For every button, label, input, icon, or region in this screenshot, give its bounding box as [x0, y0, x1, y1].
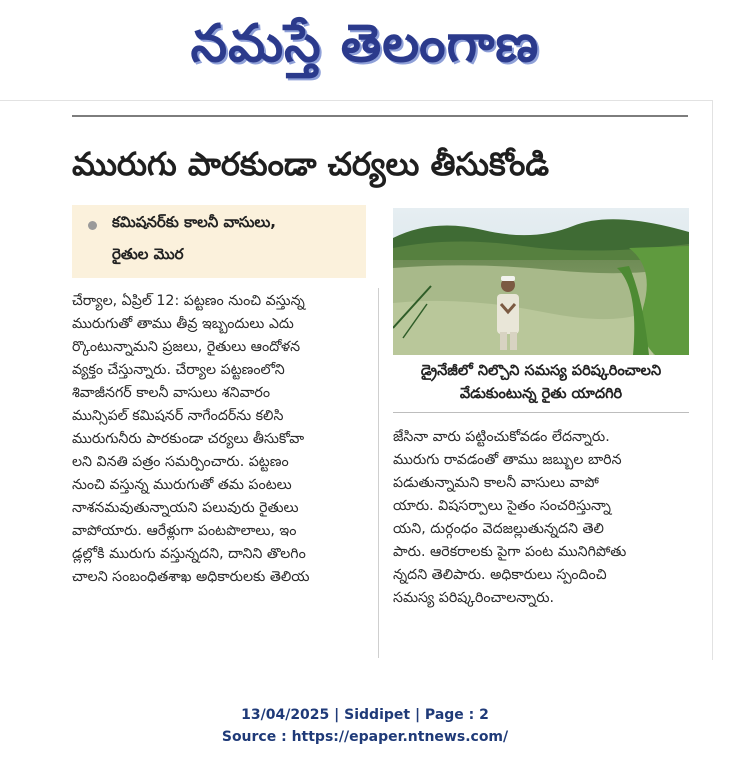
body-line: ర్కొంటున్నామని ప్రజలు, రైతులు ఆందోళన — [72, 339, 301, 355]
highlight-box — [72, 205, 366, 278]
body-line: నాశనమవుతున్నాయని పలువురు రైతులు — [72, 500, 299, 516]
separator-line — [0, 100, 712, 101]
body-line: మున్సిపల్ కమిషనర్ నాగేందర్‌ను కలిసి — [72, 408, 284, 424]
article-headline: మురుగు పారకుండా చర్యలు తీసుకోండి — [72, 145, 550, 183]
body-line: మురుగునీరు పారకుండా చర్యలు తీసుకోవా — [72, 431, 305, 447]
highlight-line-2: రైతుల మొర — [112, 245, 184, 263]
farmer-in-drainage-photo — [393, 208, 689, 355]
body-line: సమస్య పరిష్కరించాలన్నారు. — [393, 590, 555, 606]
footer — [0, 704, 730, 748]
body-line: మురుగుతో తాము తీవ్ర ఇబ్బందులు ఎదు — [72, 316, 294, 332]
news-photo — [393, 208, 689, 355]
column-divider — [378, 288, 379, 658]
photo-caption — [393, 360, 689, 406]
body-line: వ్యక్తం చేస్తున్నారు. చేర్యాల పట్టణంలోని — [72, 362, 285, 378]
body-line: న్నదని తెలిపారు. అధికారులు స్పందించి — [393, 567, 607, 583]
body-line: పారు. ఆరెకరాలకు పైగా పంట మునిగిపోతు — [393, 544, 627, 560]
masthead — [0, 6, 730, 86]
body-line: మురుగు రావడంతో తాము జబ్బుల బారిన — [393, 452, 622, 468]
body-line: వాపోయారు. ఆరేళ్లుగా పంటపొలాలు, ఇం — [72, 523, 297, 539]
right-border-line — [712, 100, 713, 660]
bullet-icon — [88, 221, 97, 230]
body-line: డ్లల్లోకి మురుగు వస్తున్నదని, దానిని తొలగిం — [72, 546, 306, 562]
footer-source-link[interactable]: Source : https://epaper.ntnews.com/ — [221, 729, 509, 745]
body-line: యని, దుర్గంధం వెదజల్లుతున్నదని తెలి — [393, 521, 604, 537]
body-line: యారు. విషసర్పాలు సైతం సంచరిస్తున్నా — [393, 498, 611, 514]
caption-line-1: డ్రైనేజీలో నిల్చొని సమస్య పరిష్కరించాలని — [420, 363, 662, 379]
caption-rule — [393, 412, 689, 413]
body-line: చాలని సంబంధితశాఖ అధికారులకు తెలియ — [72, 569, 310, 585]
left-column — [72, 290, 366, 650]
footer-date-edition: 13/04/2025 | Siddipet | Page : 2 — [241, 707, 489, 723]
body-line: జేసినా వారు పట్టించుకోవడం లేదన్నారు. — [393, 429, 610, 445]
body-line: నుంచి వస్తున్న మురుగుతో తమ పంటలు — [72, 477, 292, 493]
body-line: చేర్యాల, ఏప్రిల్ 12: పట్టణం నుంచి వస్తున్న — [72, 293, 305, 309]
masthead-title: నమస్తే తెలంగాణ — [190, 14, 540, 74]
right-column — [393, 426, 689, 656]
headline-top-rule — [72, 115, 688, 117]
caption-line-2: వేడుకుంటున్న రైతు యాదగిరి — [459, 386, 623, 402]
body-line: పడుతున్నామని కాలనీ వాసులు వాపో — [393, 475, 599, 491]
body-line: లని వినతి పత్రం సమర్పించారు. పట్టణం — [72, 454, 289, 470]
highlight-line-1: కమిషనర్‌కు కాలనీ వాసులు, — [112, 213, 276, 231]
body-line: శివాజీనగర్ కాలనీ వాసులు శనివారం — [72, 385, 271, 401]
